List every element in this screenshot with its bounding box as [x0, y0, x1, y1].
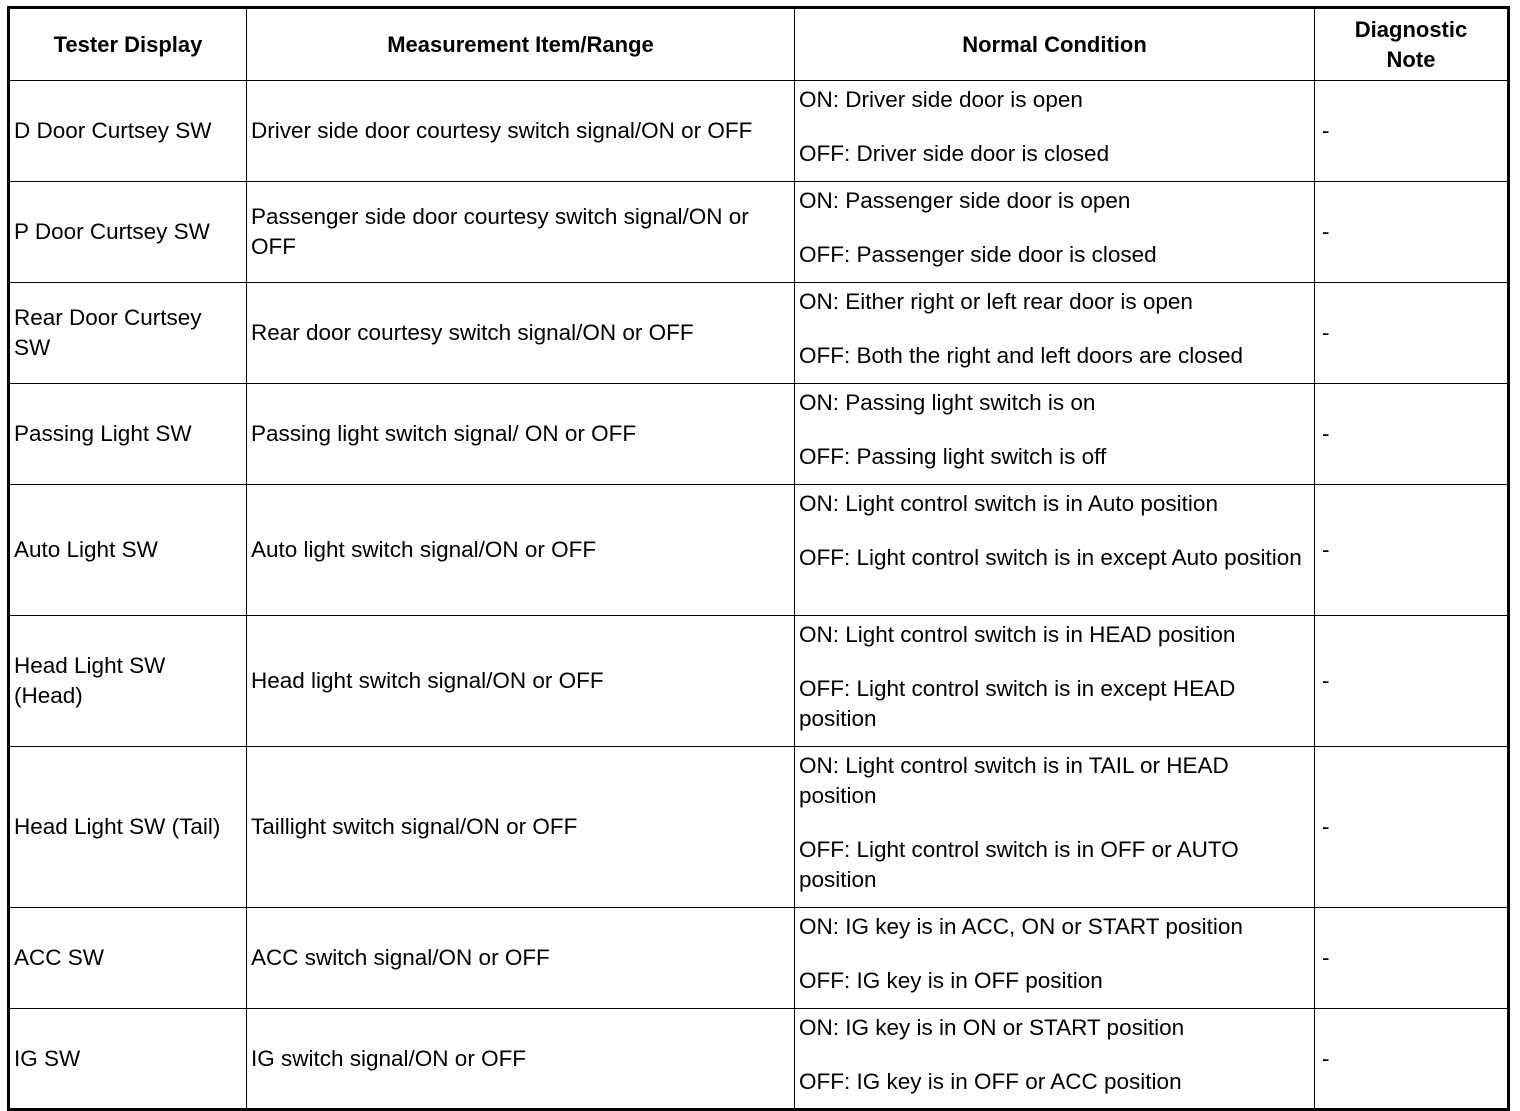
- measurement-cell: IG switch signal/ON or OFF: [247, 1009, 795, 1110]
- off-condition: OFF: IG key is in OFF or ACC position: [799, 1069, 1182, 1094]
- diagnostic-note-cell: -: [1315, 485, 1509, 616]
- off-condition: OFF: Both the right and left doors are closed: [799, 343, 1243, 368]
- tester-display-cell: Auto Light SW: [9, 485, 247, 616]
- measurement-cell: Passenger side door courtesy switch signal/ON or OFF: [247, 182, 795, 283]
- tester-display-cell: IG SW: [9, 1009, 247, 1110]
- table-row: [9, 485, 1509, 616]
- normal-condition-cell: [795, 616, 1315, 747]
- table-row: [9, 908, 1509, 1009]
- off-condition: OFF: Light control switch is in except Auto position: [799, 545, 1302, 570]
- measurement-cell: Driver side door courtesy switch signal/ON or OFF: [247, 81, 795, 182]
- off-condition: OFF: Light control switch is in except HEAD position: [799, 676, 1236, 731]
- measurement-cell: Passing light switch signal/ ON or OFF: [247, 384, 795, 485]
- normal-condition-cell: [795, 182, 1315, 283]
- measurement-cell: Taillight switch signal/ON or OFF: [247, 747, 795, 908]
- table-row: [9, 747, 1509, 908]
- normal-condition-cell: [795, 1009, 1315, 1110]
- tester-display-cell: P Door Curtsey SW: [9, 182, 247, 283]
- measurement-cell: Head light switch signal/ON or OFF: [247, 616, 795, 747]
- table-row: [9, 81, 1509, 182]
- on-condition: ON: IG key is in ON or START position: [799, 1015, 1185, 1040]
- diagnostic-note-cell: -: [1315, 384, 1509, 485]
- header-diagnostic-note: Diagnostic Note: [1315, 8, 1509, 81]
- diagnostic-note-cell: -: [1315, 81, 1509, 182]
- on-condition: ON: Either right or left rear door is open: [799, 289, 1193, 314]
- header-measurement: Measurement Item/Range: [247, 8, 795, 81]
- measurement-cell: Rear door courtesy switch signal/ON or OFF: [247, 283, 795, 384]
- measurement-cell: ACC switch signal/ON or OFF: [247, 908, 795, 1009]
- tester-display-cell: Head Light SW (Tail): [9, 747, 247, 908]
- header-normal-condition: Normal Condition: [795, 8, 1315, 81]
- off-condition: OFF: Passing light switch is off: [799, 444, 1107, 469]
- normal-condition-cell: [795, 283, 1315, 384]
- tester-display-cell: ACC SW: [9, 908, 247, 1009]
- table-row: [9, 182, 1509, 283]
- table-row: [9, 1009, 1509, 1110]
- diagnostic-table: [7, 6, 1510, 1111]
- diagnostic-note-cell: -: [1315, 283, 1509, 384]
- header-row: [9, 8, 1509, 81]
- off-condition: OFF: IG key is in OFF position: [799, 968, 1103, 993]
- header-tester-display: Tester Display: [9, 8, 247, 81]
- on-condition: ON: Driver side door is open: [799, 87, 1083, 112]
- on-condition: ON: IG key is in ACC, ON or START position: [799, 914, 1243, 939]
- tester-display-cell: Rear Door Curtsey SW: [9, 283, 247, 384]
- tester-display-cell: Head Light SW (Head): [9, 616, 247, 747]
- off-condition: OFF: Light control switch is in OFF or AUTO position: [799, 837, 1239, 892]
- off-condition: OFF: Driver side door is closed: [799, 141, 1110, 166]
- tester-display-cell: D Door Curtsey SW: [9, 81, 247, 182]
- table-row: [9, 384, 1509, 485]
- on-condition: ON: Light control switch is in TAIL or HEAD position: [799, 753, 1229, 808]
- tester-display-cell: Passing Light SW: [9, 384, 247, 485]
- on-condition: ON: Light control switch is in HEAD position: [799, 622, 1236, 647]
- diagnostic-note-cell: -: [1315, 616, 1509, 747]
- diagnostic-note-cell: -: [1315, 1009, 1509, 1110]
- on-condition: ON: Light control switch is in Auto position: [799, 491, 1218, 516]
- diagnostic-note-cell: -: [1315, 182, 1509, 283]
- diagnostic-note-cell: -: [1315, 908, 1509, 1009]
- normal-condition-cell: [795, 81, 1315, 182]
- measurement-cell: Auto light switch signal/ON or OFF: [247, 485, 795, 616]
- normal-condition-cell: [795, 384, 1315, 485]
- normal-condition-cell: [795, 747, 1315, 908]
- diagnostic-note-cell: -: [1315, 747, 1509, 908]
- off-condition: OFF: Passenger side door is closed: [799, 242, 1157, 267]
- on-condition: ON: Passenger side door is open: [799, 188, 1131, 213]
- normal-condition-cell: [795, 485, 1315, 616]
- normal-condition-cell: [795, 908, 1315, 1009]
- table-row: [9, 283, 1509, 384]
- table-row: [9, 616, 1509, 747]
- on-condition: ON: Passing light switch is on: [799, 390, 1096, 415]
